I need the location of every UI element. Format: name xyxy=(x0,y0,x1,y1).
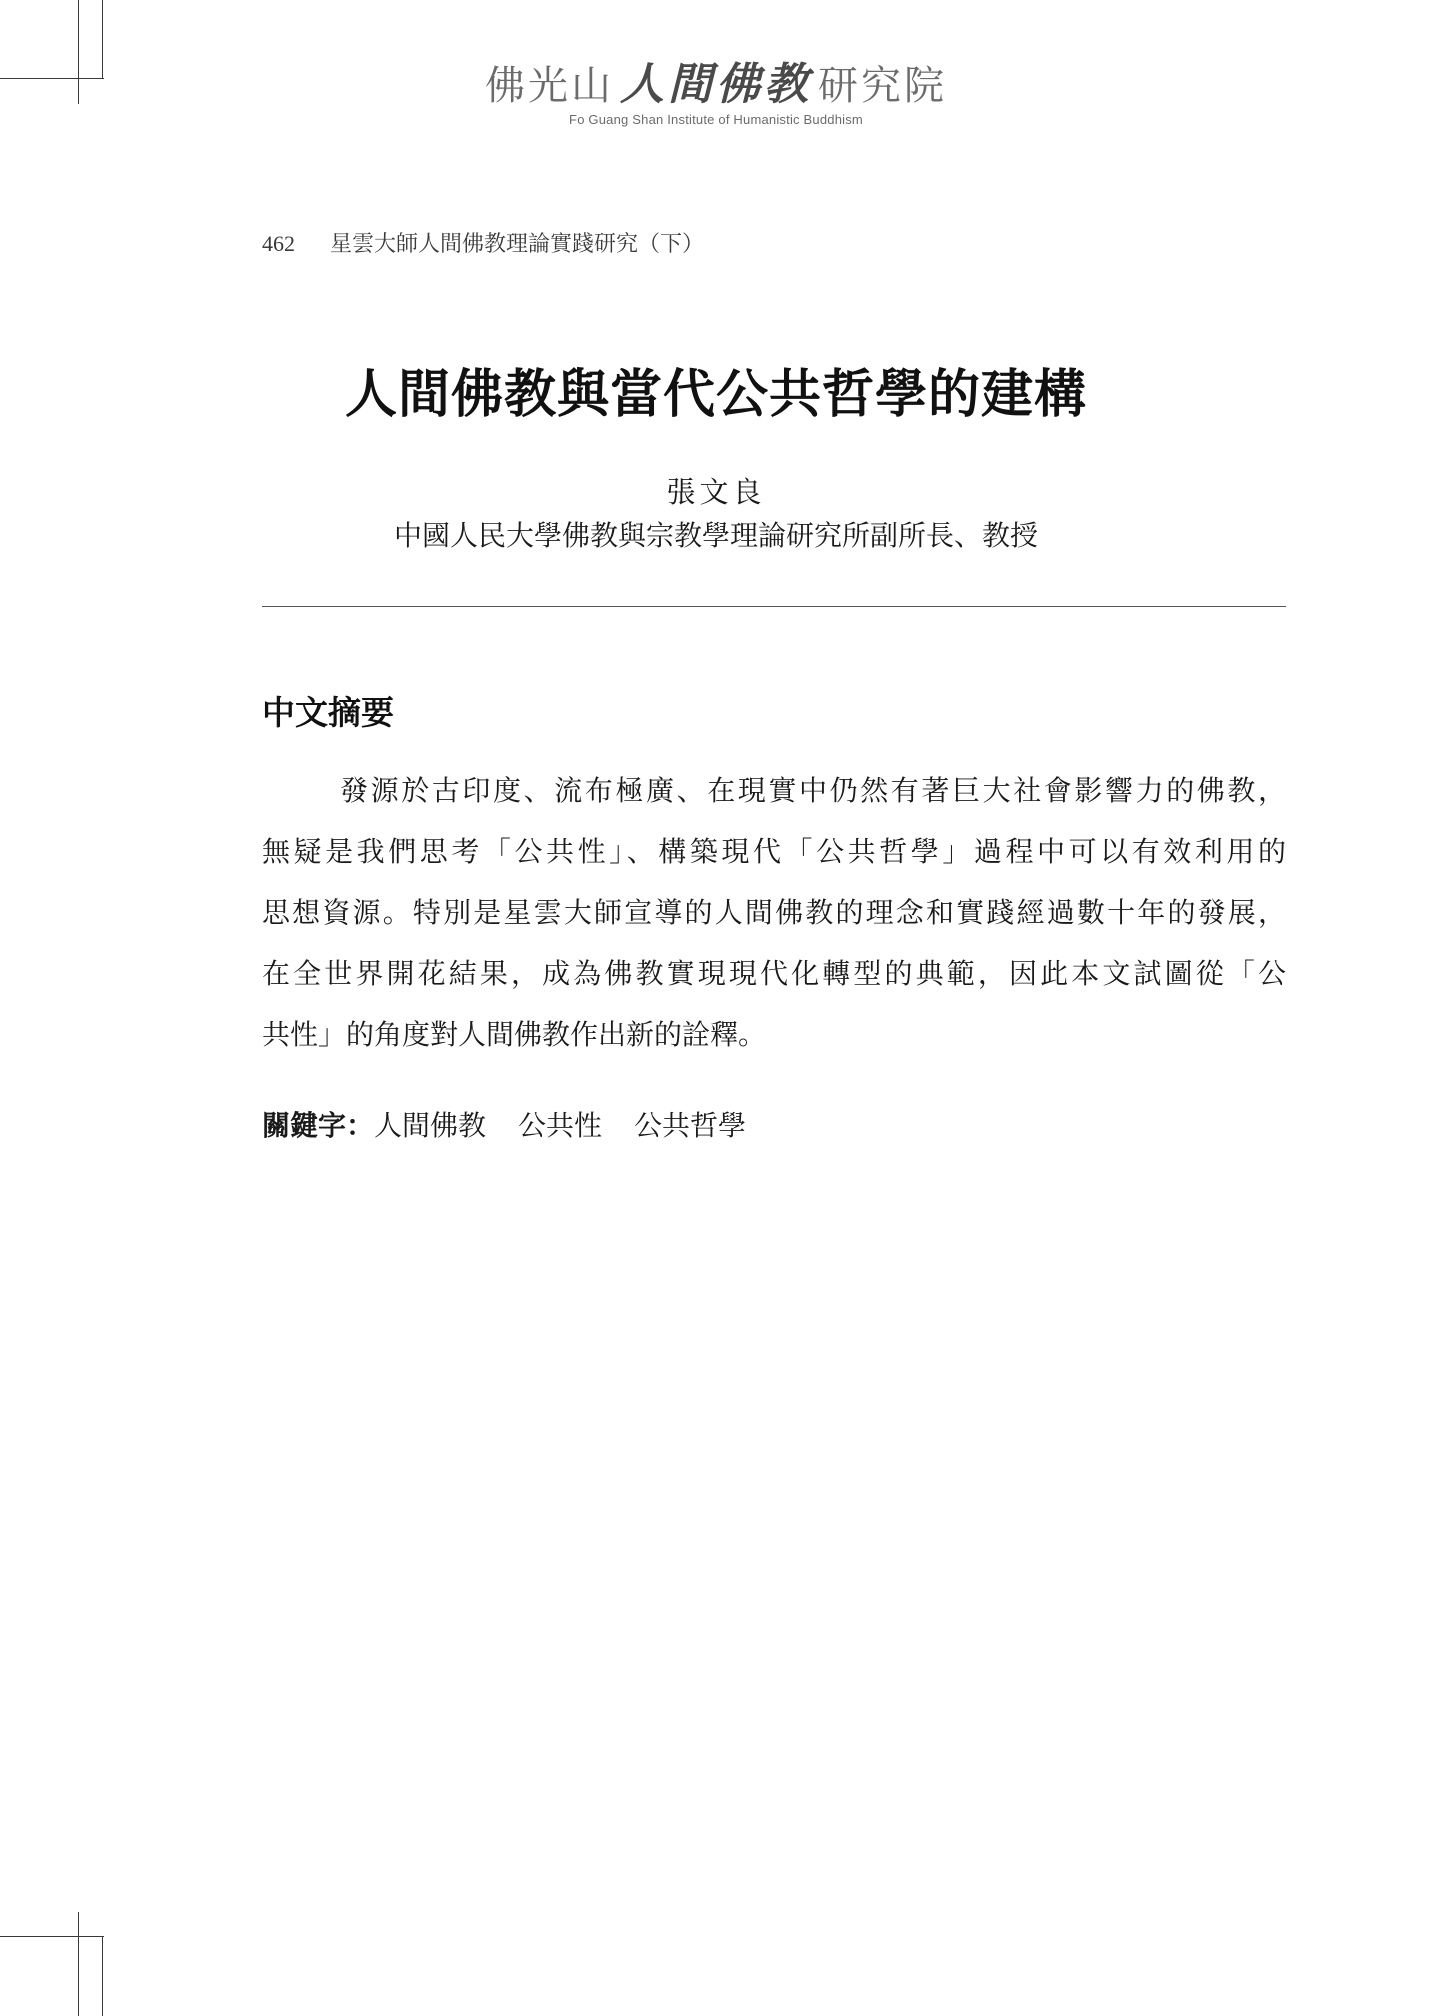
logo-english: Fo Guang Shan Institute of Humanistic Buddhism xyxy=(569,112,863,127)
running-head xyxy=(262,230,704,259)
crop-mark xyxy=(78,1912,79,2016)
keyword: 公共性 xyxy=(518,1109,603,1142)
abstract-line: 無疑是我們思考「公共性」、構築現代「公共哲學」過程中可以有效利用的 xyxy=(262,835,1286,868)
author-affiliation: 中國人民大學佛教與宗教學理論研究所副所長、教授 xyxy=(393,519,1038,552)
logo-prefix: 佛光山 xyxy=(485,63,614,109)
abstract-body xyxy=(262,760,1286,1065)
author-name: 張文良 xyxy=(666,475,766,509)
logo-main: 人間佛教 xyxy=(620,59,812,110)
crop-mark xyxy=(102,1936,103,2016)
keyword: 人間佛教 xyxy=(374,1109,487,1142)
keywords-label: 關鍵字： xyxy=(262,1109,375,1142)
divider xyxy=(262,606,1286,607)
abstract-line: 思想資源。特別是星雲大師宣導的人間佛教的理念和實踐經過數十年的發展， xyxy=(262,896,1286,929)
logo-suffix: 研究院 xyxy=(818,63,947,109)
abstract-heading: 中文摘要 xyxy=(262,693,394,732)
crop-mark xyxy=(0,1936,104,1937)
keyword: 公共哲學 xyxy=(634,1109,747,1142)
keywords xyxy=(262,1104,778,1148)
institute-logo xyxy=(0,60,1432,111)
abstract-line: 共性」的角度對人間佛教作出新的詮釋。 xyxy=(262,1018,767,1051)
abstract-line: 發源於古印度、流布極廣、在現實中仍然有著巨大社會影響力的佛教， xyxy=(340,774,1286,807)
paper-title: 人間佛教與當代公共哲學的建構 xyxy=(344,364,1087,425)
book-title: 星雲大師人間佛教理論實踐研究（下） xyxy=(330,232,705,257)
page-number: 462 xyxy=(262,231,295,256)
abstract-line: 在全世界開花結果，成為佛教實現現代化轉型的典範，因此本文試圖從「公 xyxy=(262,957,1286,990)
